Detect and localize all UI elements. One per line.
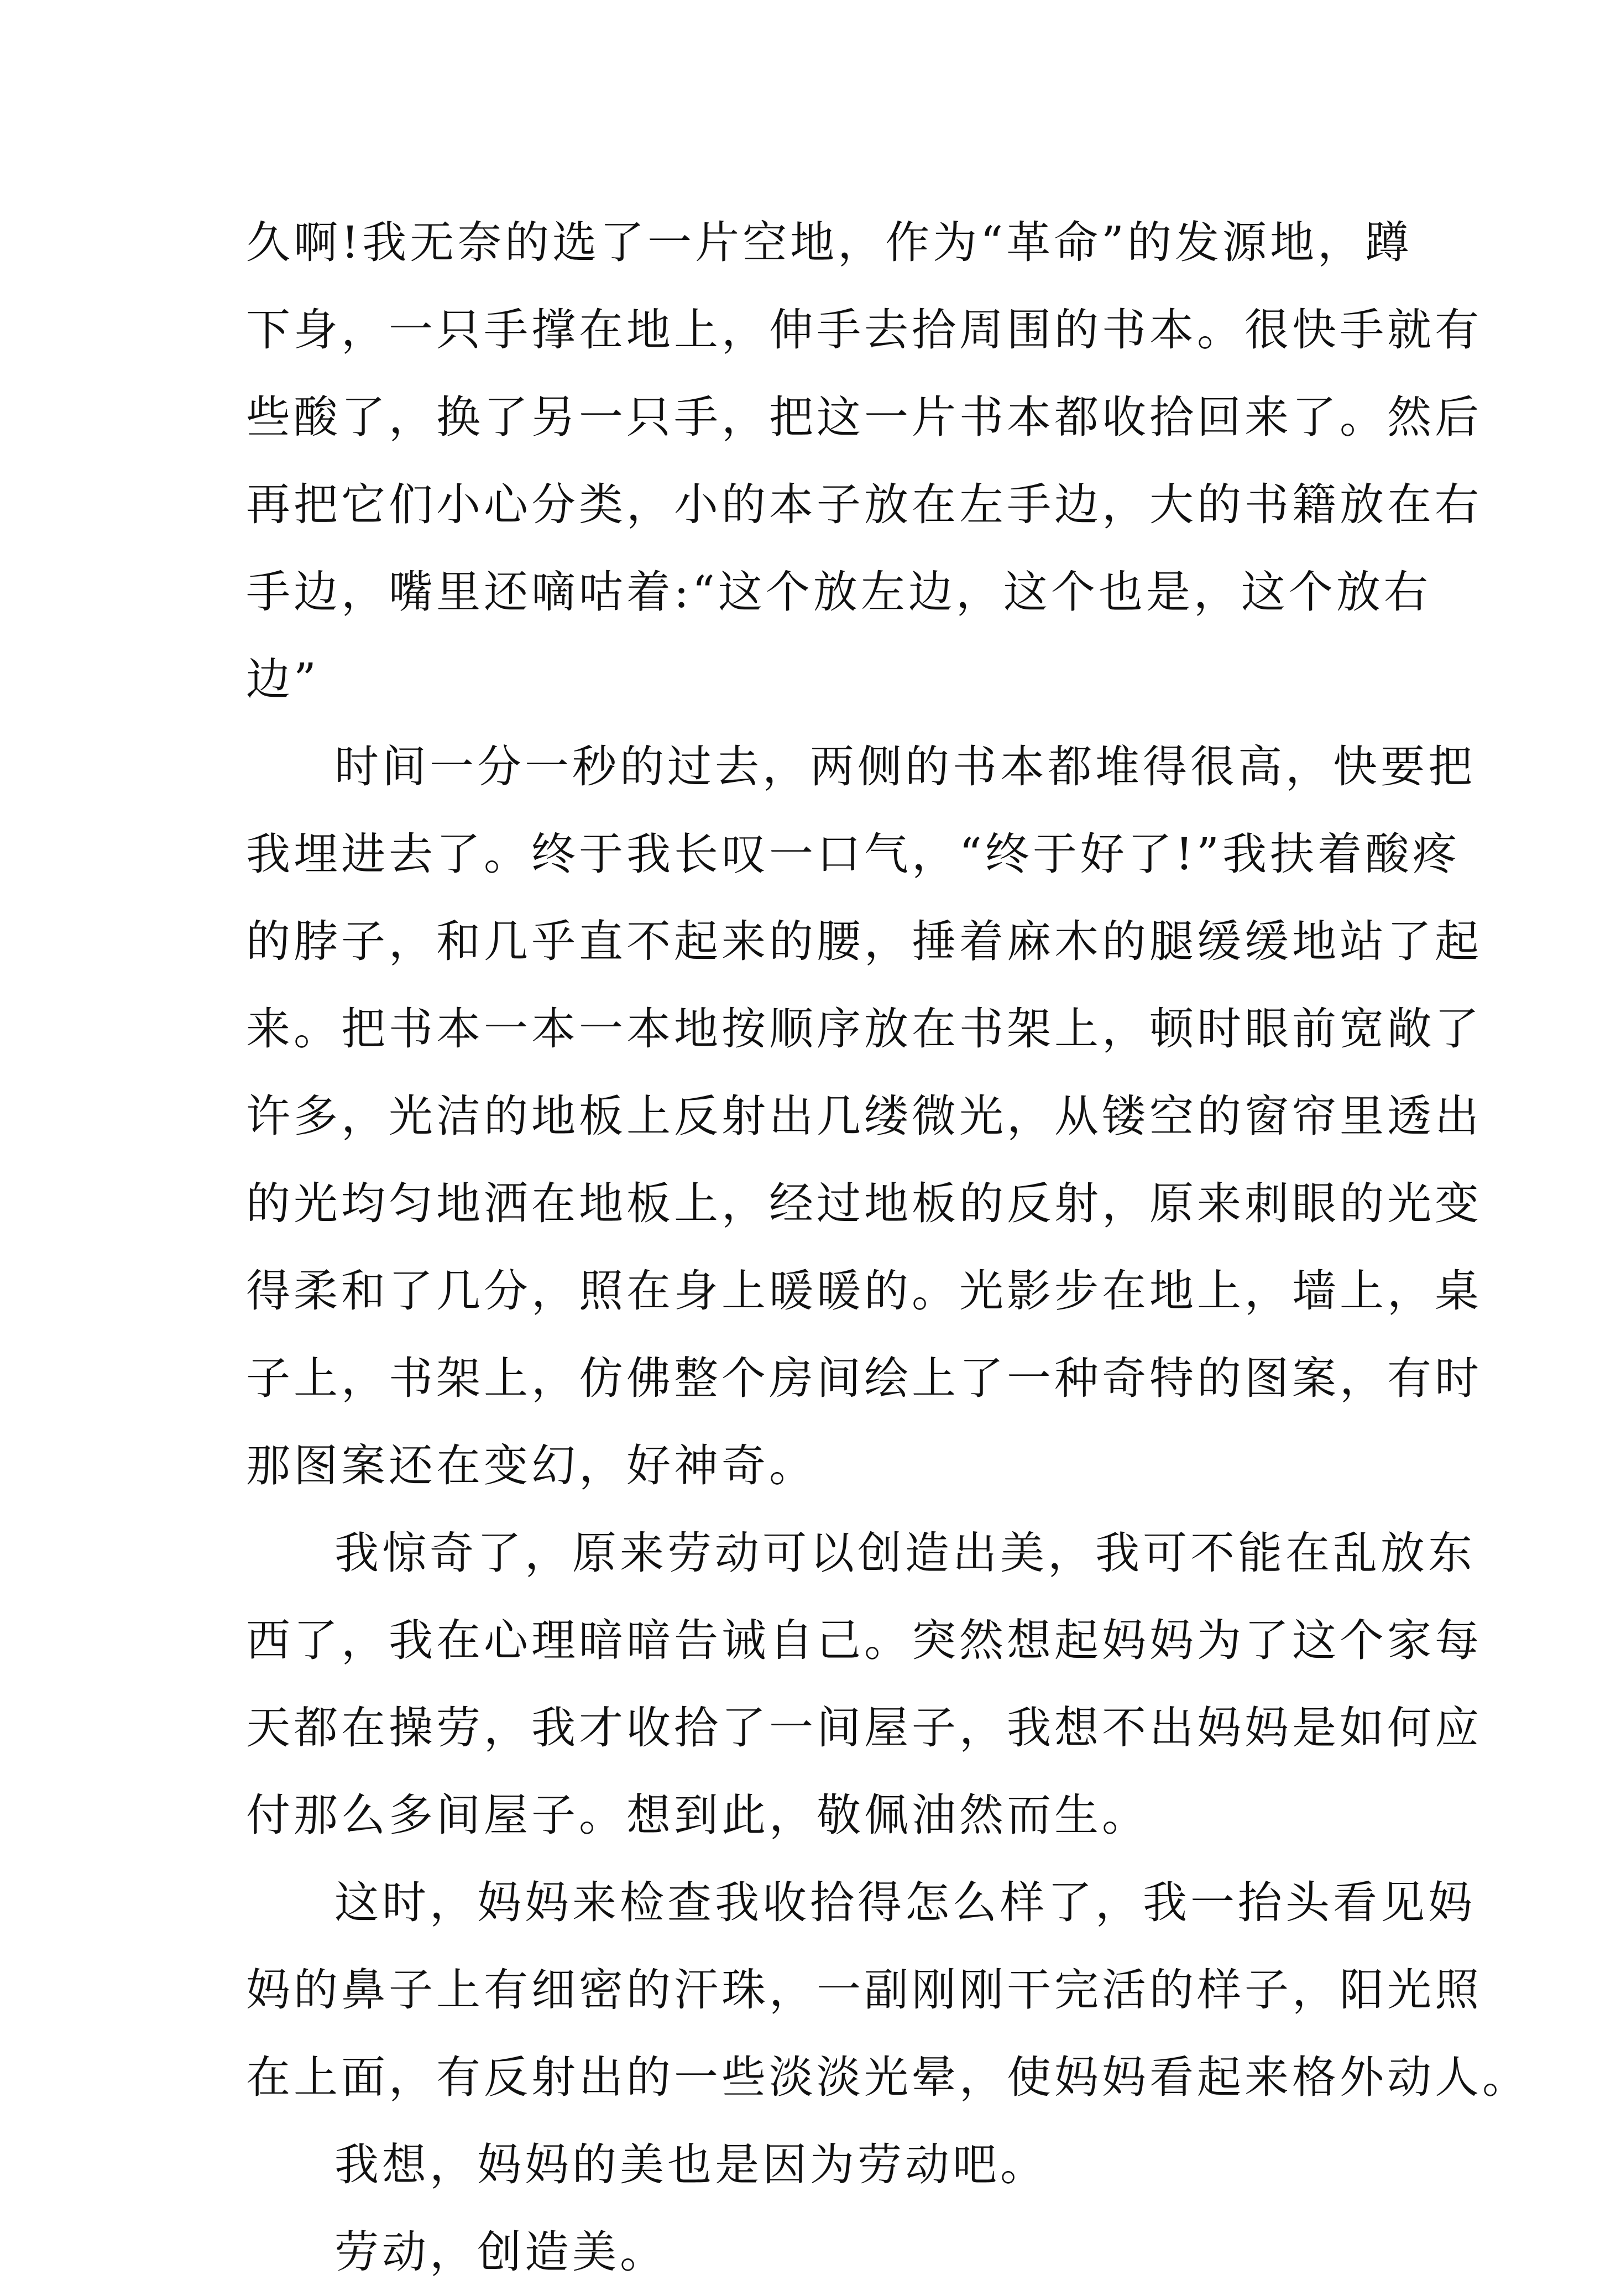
text-line: 我埋进去了。终于我长叹一口气，“终于好了!”我扶着酸疼 bbox=[246, 828, 1460, 880]
paragraph-2 bbox=[246, 723, 1482, 1510]
text-line: 久啊!我无奈的选了一片空地，作为“革命”的发源地，蹲 bbox=[246, 217, 1413, 268]
paragraph-3 bbox=[246, 1510, 1482, 1859]
document-body bbox=[246, 199, 1530, 2296]
text-line: 劳动，创造美。 bbox=[334, 2226, 667, 2278]
text-line: 在上面，有反射出的一些淡淡光晕，使妈妈看起来格外动人。 bbox=[246, 2052, 1530, 2103]
text-line: 时间一分一秒的过去，两侧的书本都堆得很高，快要把 bbox=[334, 741, 1476, 792]
text-line: 天都在操劳，我才收拾了一间屋子，我想不出妈妈是如何应 bbox=[246, 1702, 1482, 1754]
text-line: 手边，嘴里还嘀咕着:“这个放左边，这个也是，这个放右 bbox=[246, 566, 1431, 618]
text-line: 的脖子，和几乎直不起来的腰，捶着麻木的腿缓缓地站了起 bbox=[246, 916, 1482, 967]
text-line: 妈的鼻子上有细密的汗珠，一副刚刚干完活的样子，阳光照 bbox=[246, 1964, 1482, 2016]
text-line: 这时，妈妈来检查我收拾得怎么样了，我一抬头看见妈 bbox=[334, 1877, 1476, 1928]
text-line: 些酸了，换了另一只手，把这一片书本都收拾回来了。然后 bbox=[246, 392, 1482, 443]
text-line: 边” bbox=[246, 654, 320, 705]
text-line: 西了，我在心理暗暗告诫自己。突然想起妈妈为了这个家每 bbox=[246, 1615, 1482, 1666]
paragraph-6 bbox=[246, 2209, 1371, 2296]
paragraph-4 bbox=[246, 1859, 1530, 2121]
text-line: 的光均匀地洒在地板上，经过地板的反射，原来刺眼的光变 bbox=[246, 1178, 1482, 1229]
text-line: 来。把书本一本一本地按顺序放在书架上，顿时眼前宽敞了 bbox=[246, 1003, 1482, 1055]
paragraph-1 bbox=[246, 199, 1482, 723]
text-line: 下身，一只手撑在地上，伸手去拾周围的书本。很快手就有 bbox=[246, 304, 1482, 356]
text-line: 许多，光洁的地板上反射出几缕微光，从镂空的窗帘里透出 bbox=[246, 1090, 1482, 1142]
text-line: 我想，妈妈的美也是因为劳动吧。 bbox=[334, 2139, 1048, 2190]
text-line: 子上，书架上，仿佛整个房间绘上了一种奇特的图案，有时 bbox=[246, 1353, 1482, 1404]
text-line: 再把它们小心分类，小的本子放在左手边，大的书籍放在右 bbox=[246, 479, 1482, 530]
text-line: 那图案还在变幻，好神奇。 bbox=[246, 1440, 817, 1491]
text-line: 得柔和了几分，照在身上暖暖的。光影步在地上，墙上，桌 bbox=[246, 1265, 1482, 1317]
text-line: 我惊奇了，原来劳动可以创造出美，我可不能在乱放东 bbox=[334, 1527, 1476, 1579]
paragraph-5 bbox=[246, 2121, 1371, 2209]
text-line: 付那么多间屋子。想到此，敬佩油然而生。 bbox=[246, 1789, 1149, 1841]
